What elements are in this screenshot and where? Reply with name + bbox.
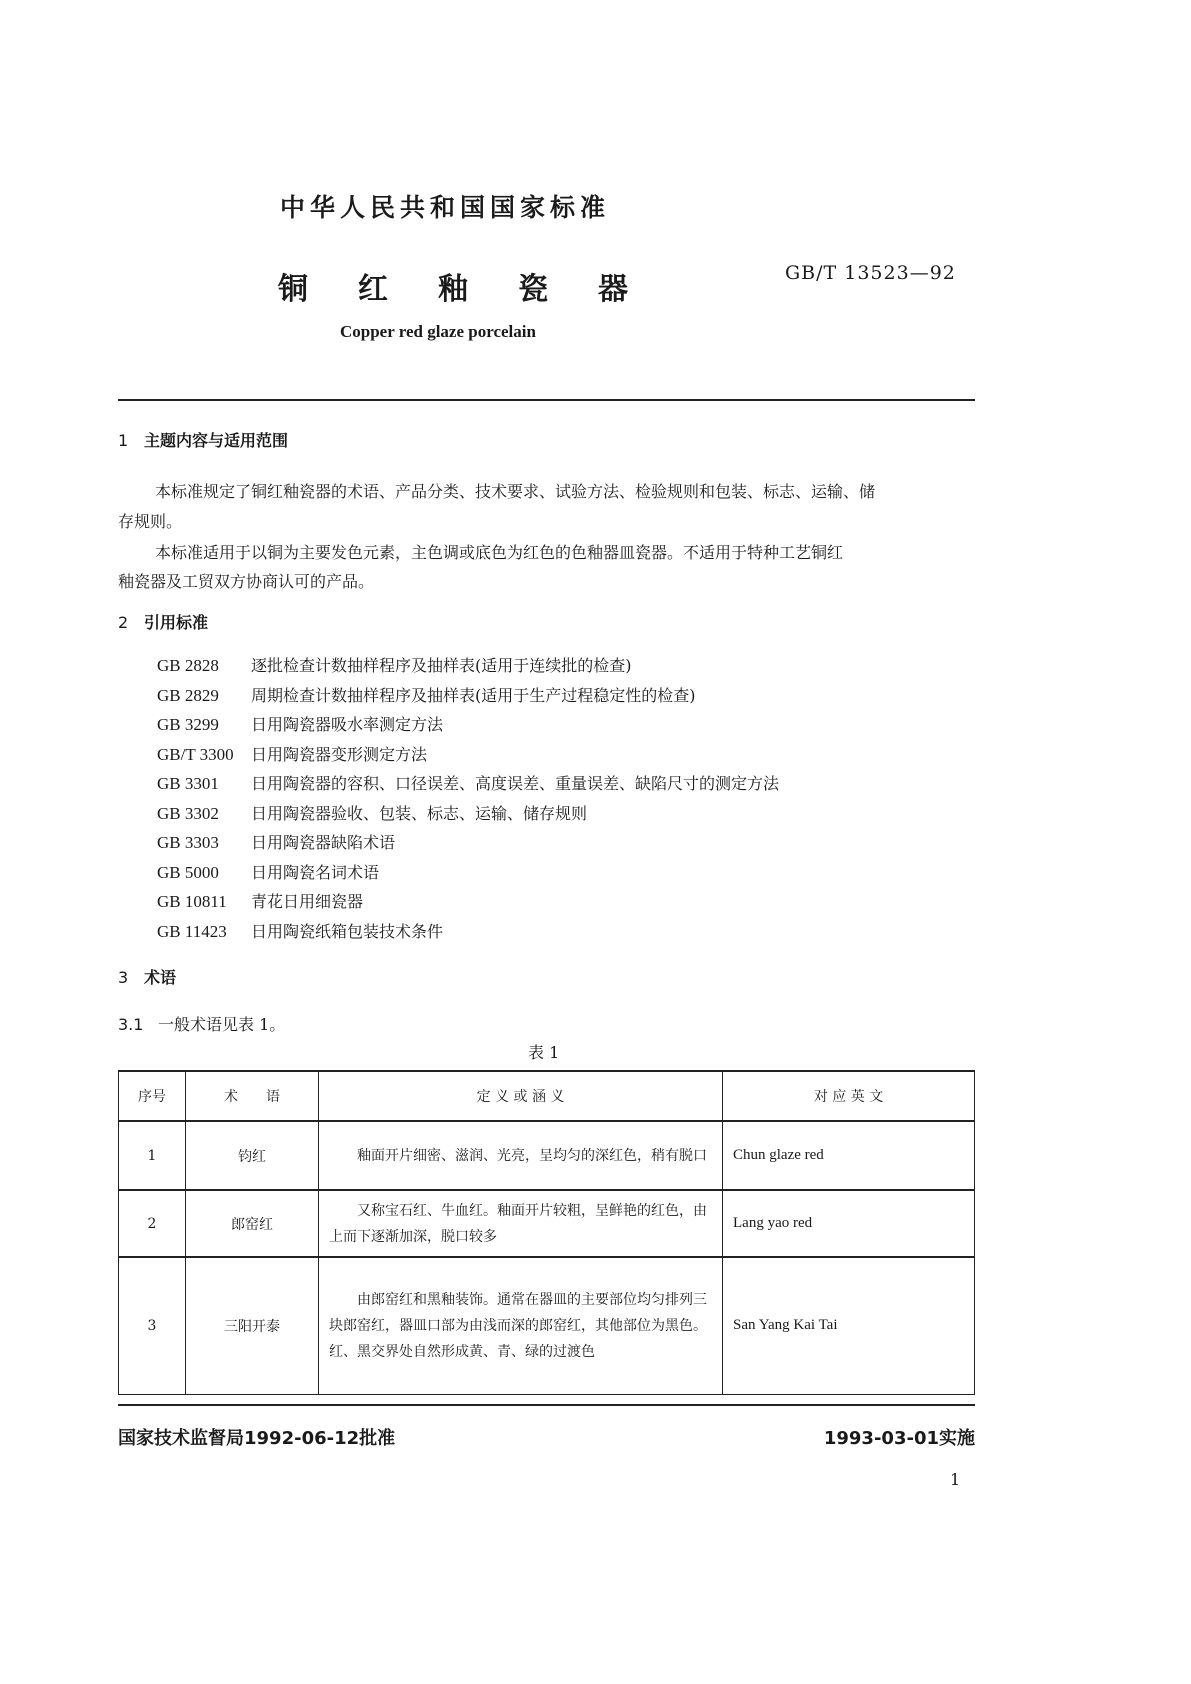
- table-caption: 表 1: [528, 1043, 560, 1062]
- english-term: Chun glaze red: [723, 1121, 975, 1190]
- section-3-heading: [118, 965, 176, 988]
- section-1-heading: [118, 428, 288, 451]
- english-title: Copper red glaze porcelain: [340, 322, 536, 341]
- reference-item: [157, 830, 395, 853]
- term: 钧红: [186, 1121, 319, 1190]
- header-rule: [118, 399, 975, 401]
- table-row: [119, 1190, 975, 1257]
- effective-date: 1993-03-01实施: [823, 1428, 975, 1449]
- paragraph: 存规则。: [118, 512, 183, 531]
- footer-rule: [118, 1404, 975, 1406]
- reference-item: [157, 919, 443, 942]
- subsection-number: 3.1: [118, 1015, 144, 1034]
- subsection-text: 一般术语见表 1。: [158, 1015, 286, 1034]
- table-row: [119, 1257, 975, 1394]
- reference-code: GB 2828: [157, 656, 219, 675]
- reference-name: 日用陶瓷名词术语: [251, 862, 380, 882]
- page-number: 1: [950, 1470, 961, 1489]
- column-header: 对 应 英 文: [723, 1071, 975, 1121]
- definition: 由郎窑红和黑釉装饰。通常在器皿的主要部位均匀排列三块郎窑红，器皿口部为由浅而深的郎窑红，其他部位为黑色。红、黑交界处自然形成黄、青、绿的过渡色: [319, 1257, 723, 1394]
- term: 郎窑红: [186, 1190, 319, 1257]
- reference-item: [157, 683, 696, 706]
- english-term: San Yang Kai Tai: [723, 1257, 975, 1394]
- issuing-org: 中华人民共和国国家标准: [280, 193, 611, 222]
- approval-date: 国家技术监督局1992-06-12批准: [118, 1428, 396, 1449]
- reference-name: 日用陶瓷器吸水率测定方法: [251, 715, 444, 734]
- row-number: 1: [119, 1121, 186, 1190]
- reference-item: [157, 771, 779, 794]
- section-2-heading: [118, 610, 208, 633]
- reference-name: 周期检查计数抽样程序及抽样表(适用于生产过程稳定性的检查): [251, 685, 696, 705]
- section-number: 2: [118, 613, 129, 632]
- title-char: 红: [358, 272, 388, 307]
- paragraph: 本标准规定了铜红釉瓷器的术语、产品分类、技术要求、试验方法、检验规则和包装、标志、运输、储: [155, 482, 876, 501]
- definition: 釉面开片细密、滋润、光亮，呈均匀的深红色，稍有脱口: [319, 1121, 723, 1190]
- reference-code: GB 10811: [157, 892, 227, 911]
- title-char: 铜: [278, 272, 308, 307]
- section-title: 术语: [144, 968, 177, 987]
- title-char: 釉: [438, 272, 468, 307]
- section-number: 3: [118, 968, 129, 987]
- column-header: 术 语: [186, 1071, 319, 1121]
- title-char: 瓷: [518, 272, 548, 307]
- subsection-3-1: [118, 1012, 285, 1035]
- reference-name: 日用陶瓷器缺陷术语: [251, 833, 396, 852]
- column-header: 序号: [119, 1071, 186, 1121]
- section-title: 引用标准: [144, 613, 209, 632]
- reference-code: GB 11423: [157, 921, 227, 941]
- reference-code: GB 2829: [157, 685, 219, 705]
- reference-item: [157, 712, 443, 735]
- reference-name: 青花日用细瓷器: [251, 892, 364, 911]
- reference-item: [157, 860, 379, 883]
- term: 三阳开泰: [186, 1257, 319, 1394]
- section-number: 1: [118, 431, 129, 450]
- reference-name: 逐批检查计数抽样程序及抽样表(适用于连续批的检查): [251, 656, 632, 675]
- reference-item: [157, 889, 363, 912]
- reference-name: 日用陶瓷器验收、包装、标志、运输、储存规则: [251, 803, 588, 823]
- row-number: 3: [119, 1257, 186, 1394]
- reference-code: GB 3302: [157, 803, 219, 823]
- reference-item: [157, 742, 427, 765]
- reference-code: GB 3299: [157, 715, 219, 734]
- reference-code: GB 3303: [157, 833, 219, 852]
- row-number: 2: [119, 1190, 186, 1257]
- title-char: 器: [598, 272, 628, 307]
- terms-table: [118, 1070, 975, 1395]
- reference-name: 日用陶瓷器的容积、口径误差、高度误差、重量误差、缺陷尺寸的测定方法: [251, 774, 780, 793]
- standard-code: GB/T 13523—92: [785, 262, 956, 284]
- reference-item: [157, 801, 587, 824]
- reference-item: [157, 653, 632, 676]
- table-row: [119, 1121, 975, 1190]
- reference-code: GB/T 3300: [157, 744, 234, 764]
- reference-name: 日用陶瓷纸箱包装技术条件: [251, 921, 444, 941]
- reference-code: GB 5000: [157, 862, 219, 882]
- english-term: Lang yao red: [723, 1190, 975, 1257]
- reference-code: GB 3301: [157, 774, 219, 793]
- paragraph: 本标准适用于以铜为主要发色元素，主色调或底色为红色的色釉器皿瓷器。不适用于特种工艺铜红: [155, 543, 844, 562]
- section-title: 主题内容与适用范围: [144, 431, 289, 450]
- definition: 又称宝石红、牛血红。釉面开片较粗，呈鲜艳的红色，由上而下逐渐加深，脱口较多: [319, 1190, 723, 1257]
- column-header: 定 义 或 涵 义: [319, 1071, 723, 1121]
- reference-name: 日用陶瓷器变形测定方法: [251, 744, 428, 764]
- paragraph: 釉瓷器及工贸双方协商认可的产品。: [118, 572, 375, 591]
